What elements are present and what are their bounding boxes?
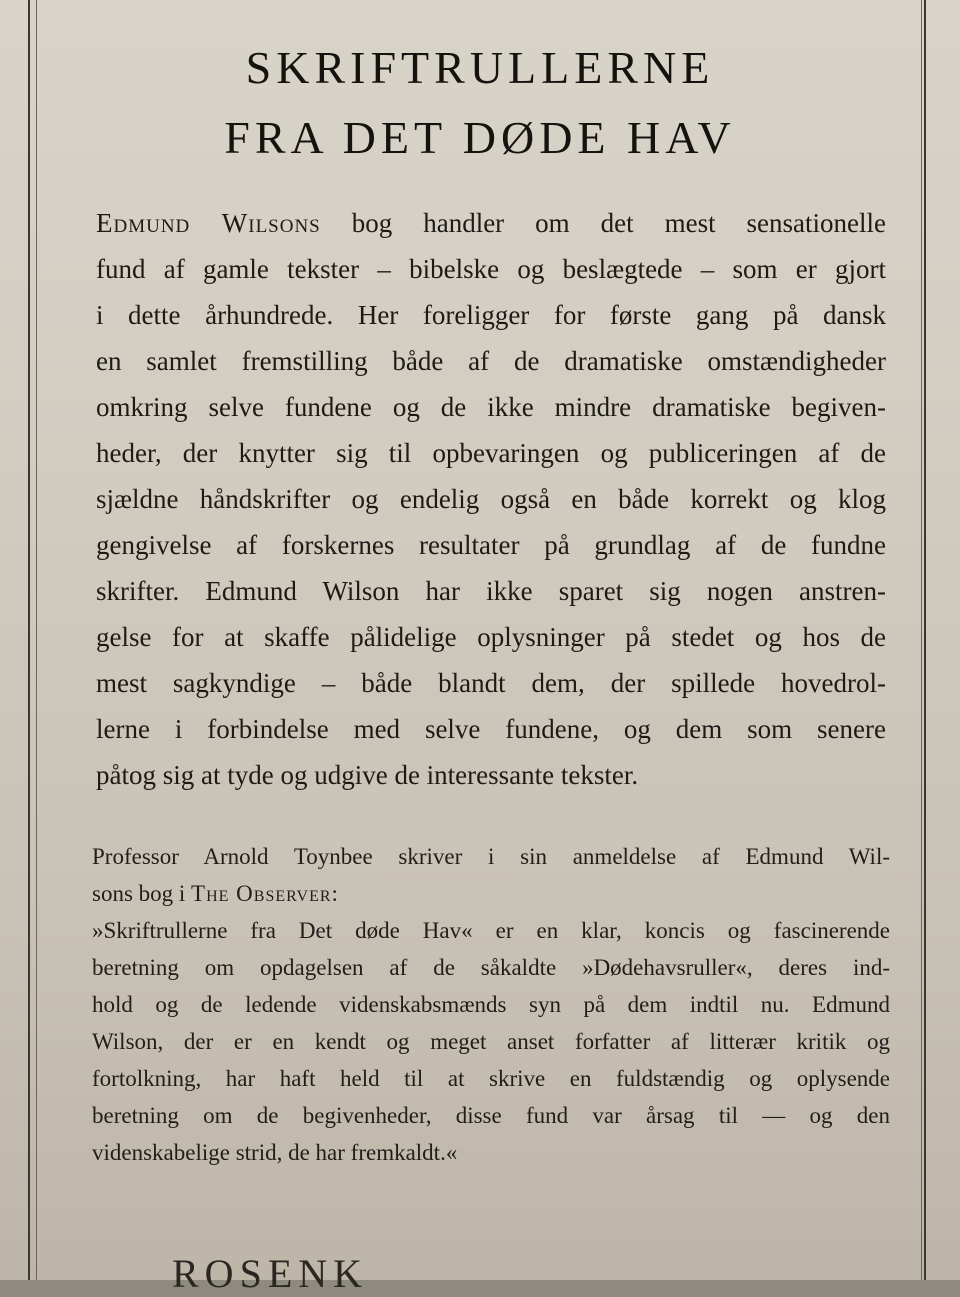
- quote-line: beretning om opdagelsen af de såkaldte »Dødehavsruller«, deres ind-: [92, 955, 890, 980]
- paragraph-line: gengivelse af forskernes resultater på grundlag af de fundne: [96, 530, 886, 560]
- paragraph-line: gelse for at skaffe pålidelige oplysninger på stedet og hos de: [96, 622, 886, 652]
- review-intro-line: sons bog i The Observer:: [92, 881, 338, 906]
- paragraph-line: i dette århundrede. Her foreligger for første gang på dansk: [96, 300, 886, 330]
- paragraph-line: mest sagkyndige – både blandt dem, der spillede hovedrol-: [96, 668, 886, 698]
- description-paragraph: [96, 200, 886, 798]
- newspaper-name: The Observer: [191, 881, 332, 906]
- quote-line: Wilson, der er en kendt og meget anset forfatter af litterær kritik og: [92, 1029, 890, 1054]
- quote-line: beretning om de begivenheder, disse fund var årsag til — og den: [92, 1103, 890, 1128]
- paragraph-line: skrifter. Edmund Wilson har ikke sparet sig nogen anstren-: [96, 576, 886, 606]
- review-quote-block: [92, 838, 890, 1171]
- title-line-2: FRA DET DØDE HAV: [224, 112, 736, 163]
- publisher-name: ROSENK: [172, 1251, 369, 1296]
- paragraph-line: påtog sig at tyde og udgive de interessante tekster.: [96, 760, 639, 790]
- paragraph-line: omkring selve fundene og de ikke mindre dramatiske begiven-: [96, 392, 886, 422]
- quote-line: »Skriftrullerne fra Det døde Hav« er en klar, koncis og fascinerende: [92, 918, 890, 943]
- paragraph-line: lerne i forbindelse med selve fundene, og dem som senere: [96, 714, 886, 744]
- author-name: Edmund Wilsons: [96, 208, 321, 238]
- paragraph-line: sjældne håndskrifter og endelig også en både korrekt og klog: [96, 484, 886, 514]
- quote-line: hold og de ledende videnskabsmænds syn på dem indtil nu. Edmund: [92, 992, 890, 1017]
- paragraph-line: Edmund Wilsons bog handler om det mest sensationelle: [96, 208, 887, 238]
- title-line-1: SKRIFTRULLERNE: [245, 42, 715, 93]
- review-intro-line: Professor Arnold Toynbee skriver i sin anmeldelse af Edmund Wil-: [92, 844, 890, 869]
- paragraph-line: fund af gamle tekster – bibelske og beslægtede – som er gjort: [96, 254, 886, 284]
- quote-line: fortolkning, har haft held til at skrive en fuldstændig og oplysende: [92, 1066, 890, 1091]
- paragraph-line: en samlet fremstilling både af de dramatiske omstændigheder: [96, 346, 886, 376]
- paragraph-line: heder, der knytter sig til opbevaringen og publiceringen af de: [96, 438, 886, 468]
- quote-line: videnskabelige strid, de har fremkaldt.«: [92, 1140, 458, 1165]
